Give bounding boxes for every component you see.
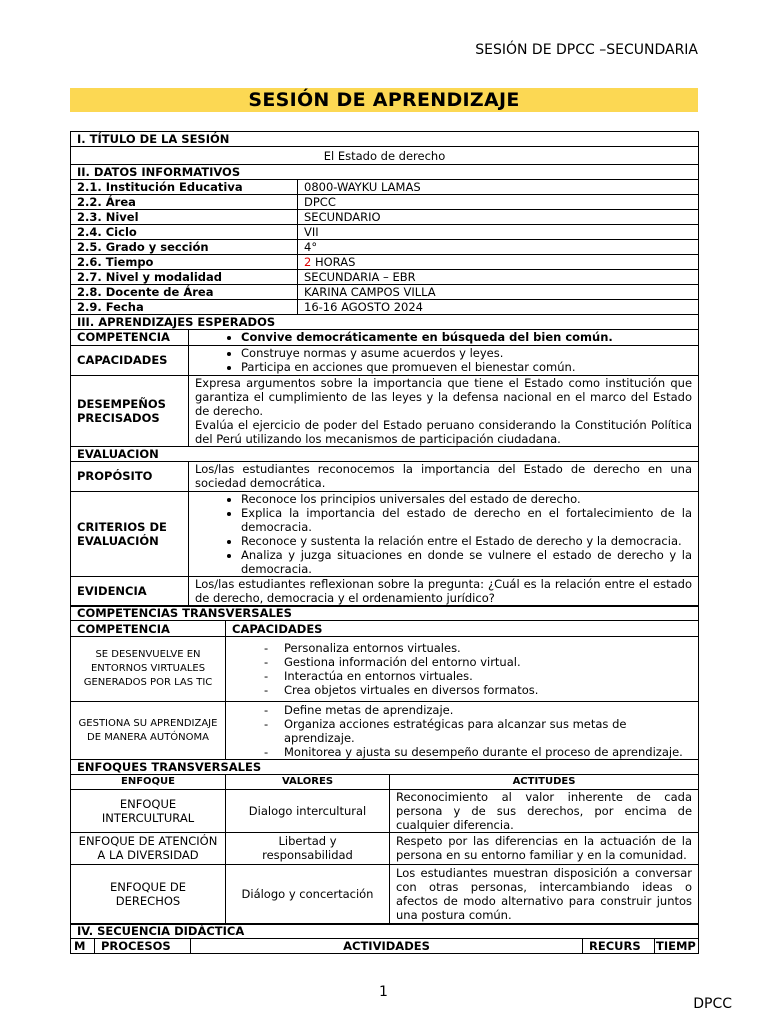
- competencia-label: COMPETENCIA: [71, 329, 189, 345]
- datos-table: [70, 131, 699, 315]
- datos-label: 2.3. Nivel: [71, 210, 298, 225]
- competencia-item: • Convive democráticamente en búsqueda del bien común.: [241, 330, 692, 344]
- et-actitud: Reconocimiento al valor inherente de cada persona y de sus derechos, por encima de cualquier diferencia.: [390, 789, 699, 832]
- competencias-transversales-table: [70, 605, 699, 760]
- ct-col-competencia: COMPETENCIA: [71, 621, 226, 637]
- desempenos-cell: [189, 375, 699, 446]
- col-m: M: [71, 939, 95, 954]
- criterios-label: CRITERIOS DE EVALUACIÓN: [71, 491, 189, 576]
- et-valor: Diálogo y concertación: [226, 864, 390, 924]
- ct-col-capacidades: CAPACIDADES: [226, 621, 699, 637]
- desempeno-text: Evalúa el ejercicio de poder del Estado peruano considerando la Constitución Política del Perú utilizando los mecanismos de participación ciudadana.: [195, 417, 693, 446]
- ct-competencia: GESTIONA SU APRENDIZAJE DE MANERA AUTÓNOMA: [71, 702, 226, 760]
- ct-capacidades-cell: [226, 637, 699, 702]
- ct-capacidad-item: - Monitorea y ajusta su desempeño durante el proceso de aprendizaje.: [284, 745, 692, 759]
- et-col-enfoque: ENFOQUE: [71, 774, 226, 789]
- evidencia-text: Los/las estudiantes reflexionan sobre la pregunta: ¿Cuál es la relación entre el estado de derecho, democracia y el ordenamiento jurídico?: [189, 576, 699, 606]
- document-title: SESIÓN DE APRENDIZAJE: [70, 88, 698, 112]
- datos-value: SECUNDARIA – EBR: [298, 270, 699, 285]
- secuencia-table: [70, 923, 699, 954]
- capacidad-item: • Construye normas y asume acuerdos y leyes.: [241, 346, 692, 360]
- col-actividades: ACTIVIDADES: [191, 939, 583, 954]
- datos-value: 4°: [298, 240, 699, 255]
- tiempo-unit: HORAS: [311, 255, 356, 269]
- enfoques-table: [70, 759, 699, 925]
- footer-area: DPCC: [693, 996, 732, 1012]
- datos-value: SECUNDARIO: [298, 210, 699, 225]
- page-header: SESIÓN DE DPCC –SECUNDARIA: [475, 42, 698, 58]
- et-enfoque: ENFOQUE DE DERECHOS: [71, 864, 226, 924]
- datos-label: 2.5. Grado y sección: [71, 240, 298, 255]
- et-heading: ENFOQUES TRANSVERSALES: [71, 759, 699, 774]
- proposito-text: Los/las estudiantes reconocemos la importancia del Estado de derecho en una sociedad democrática.: [189, 461, 699, 491]
- datos-label: 2.6. Tiempo: [71, 255, 298, 270]
- evaluacion-heading: EVALUACION: [71, 446, 699, 461]
- criterio-item: • Analiza y juzga situaciones en donde se vulnere el estado de derecho y la democracia.: [241, 548, 692, 576]
- capacidades-label: CAPACIDADES: [71, 345, 189, 375]
- aprendizajes-table: [70, 314, 699, 607]
- evidencia-label: EVIDENCIA: [71, 576, 189, 606]
- section-title-heading: I. TÍTULO DE LA SESIÓN: [71, 132, 699, 147]
- et-valor: Libertad y responsabilidad: [226, 832, 390, 864]
- capacidades-cell: [189, 345, 699, 375]
- ct-capacidad-item: - Crea objetos virtuales en diversos formatos.: [284, 683, 692, 697]
- ct-capacidad-item: - Gestiona información del entorno virtual.: [284, 655, 692, 669]
- section-datos-heading: II. DATOS INFORMATIVOS: [71, 165, 699, 180]
- tiempo-number: 2: [304, 255, 312, 269]
- col-tiempo: TIEMP: [655, 939, 699, 954]
- datos-value: VII: [298, 225, 699, 240]
- datos-value-tiempo: [298, 255, 699, 270]
- datos-label: 2.2. Área: [71, 195, 298, 210]
- page-number: 1: [379, 984, 388, 1000]
- et-valor: Dialogo intercultural: [226, 789, 390, 832]
- ct-heading: COMPETENCIAS TRANSVERSALES: [71, 606, 699, 621]
- section-aprendizajes-heading: III. APRENDIZAJES ESPERADOS: [71, 314, 699, 329]
- ct-capacidad-item: - Personaliza entornos virtuales.: [284, 641, 692, 655]
- criterios-cell: [189, 491, 699, 576]
- criterio-item: • Reconoce los principios universales del estado de derecho.: [241, 492, 692, 506]
- ct-capacidad-item: - Organiza acciones estratégicas para alcanzar sus metas de aprendizaje.: [284, 717, 692, 745]
- proposito-label: PROPÓSITO: [71, 461, 189, 491]
- et-actitud: Los estudiantes muestran disposición a conversar con otras personas, intercambiando ideas o afectos de modo alternativo para construir juntos una postura común.: [390, 864, 699, 924]
- et-enfoque: ENFOQUE INTERCULTURAL: [71, 789, 226, 832]
- datos-value: 0800-WAYKU LAMAS: [298, 180, 699, 195]
- ct-capacidad-item: - Interactúa en entornos virtuales.: [284, 669, 692, 683]
- ct-capacidades-cell: [226, 702, 699, 760]
- datos-value: 16-16 AGOSTO 2024: [298, 300, 699, 315]
- datos-label: 2.1. Institución Educativa: [71, 180, 298, 195]
- competencia-cell: [189, 329, 699, 345]
- col-procesos: PROCESOS: [95, 939, 191, 954]
- datos-label: 2.8. Docente de Área: [71, 285, 298, 300]
- session-title-value: El Estado de derecho: [71, 147, 699, 165]
- datos-label: 2.7. Nivel y modalidad: [71, 270, 298, 285]
- et-col-actitudes: ACTITUDES: [390, 774, 699, 789]
- desempenos-label: DESEMPEÑOS PRECISADOS: [71, 375, 189, 446]
- et-col-valores: VALORES: [226, 774, 390, 789]
- datos-value: DPCC: [298, 195, 699, 210]
- ct-capacidad-item: - Define metas de aprendizaje.: [284, 703, 692, 717]
- criterio-item: • Reconoce y sustenta la relación entre el Estado de derecho y la democracia.: [241, 534, 692, 548]
- desempeno-text: Expresa argumentos sobre la importancia que tiene el Estado como institución que garantiza el cumplimiento de las leyes y la defensa nacional en el marco del Estado de derecho.: [195, 375, 693, 418]
- secuencia-heading: IV. SECUENCIA DIDÁCTICA: [71, 924, 699, 939]
- col-recursos: RECURS: [583, 939, 655, 954]
- criterio-item: • Explica la importancia del estado de derecho en el fortalecimiento de la democracia.: [241, 506, 692, 534]
- et-enfoque: ENFOQUE DE ATENCIÓN A LA DIVERSIDAD: [71, 832, 226, 864]
- capacidad-item: • Participa en acciones que promueven el bienestar común.: [241, 360, 692, 374]
- et-actitud: Respeto por las diferencias en la actuación de la persona en su entorno familiar y en la comunidad.: [390, 832, 699, 864]
- datos-label: 2.4. Ciclo: [71, 225, 298, 240]
- session-form: [70, 131, 698, 954]
- datos-value: KARINA CAMPOS VILLA: [298, 285, 699, 300]
- datos-label: 2.9. Fecha: [71, 300, 298, 315]
- ct-competencia: SE DESENVUELVE EN ENTORNOS VIRTUALES GENERADOS POR LAS TIC: [71, 637, 226, 702]
